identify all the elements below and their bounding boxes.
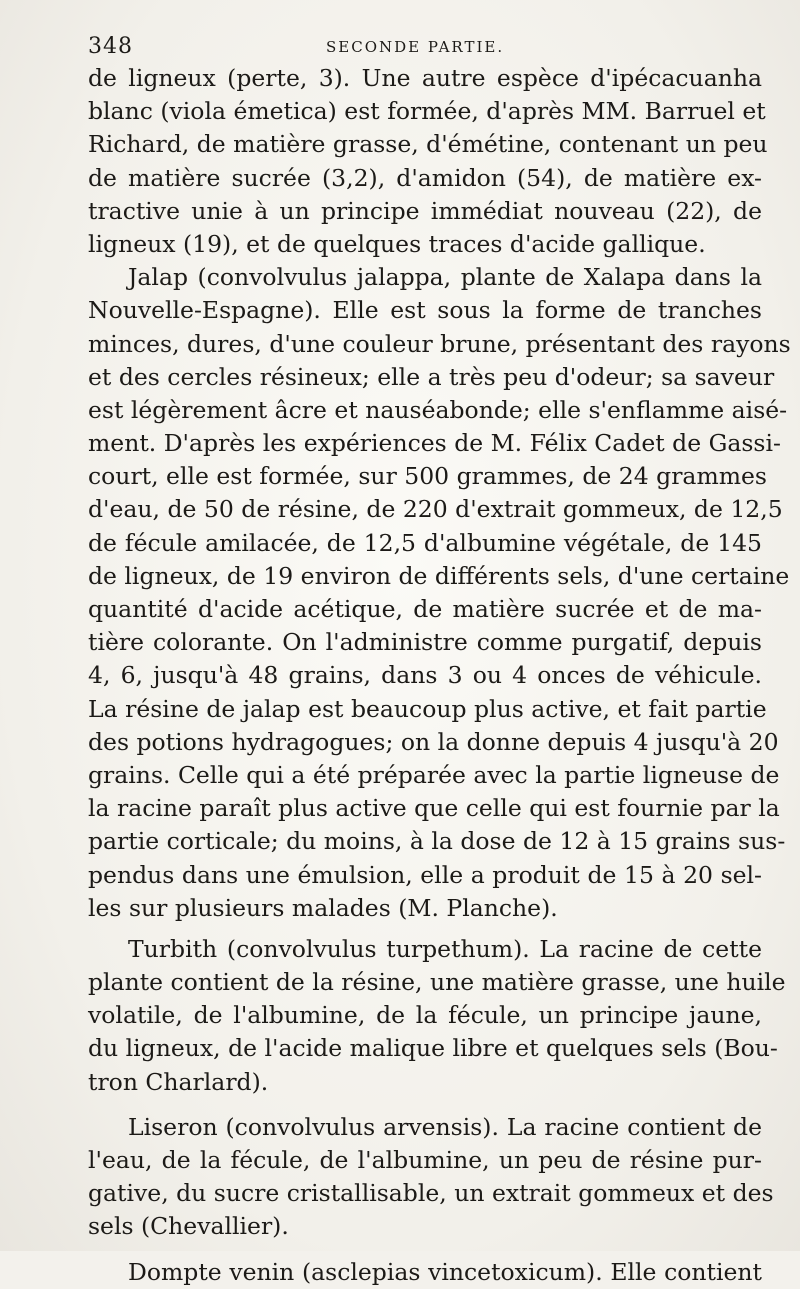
text-line: tière colorante. On l'administre comme purgatif, depuis [88,628,762,657]
text-line: de ligneux, de 19 environ de différents sels, d'une certaine [88,561,790,590]
text-line: blanc (viola émetica) est formée, d'après MM. Barruel et [88,97,766,126]
text-line: est légèrement âcre et nauséabonde; elle s'enflamme aisé- [88,395,788,424]
page-header [88,34,760,60]
text-line: Nouvelle-Espagne). Elle est sous la forme de tranches [88,296,762,325]
paragraph-dompte-venin-first-line: Dompte venin (asclepias vincetoxicum). Elle contient [128,1257,762,1286]
text-line: ment. D'après les expériences de M. Félix Cadet de Gassi- [88,429,781,458]
paragraph-gap [88,925,762,933]
text-line: plante contient de la résine, une matière grasse, une huile [88,968,786,997]
paragraph-turbith-first-line: Turbith (convolvulus turpethum). La racine de cette [128,934,762,963]
text-line: gative, du sucre cristallisable, un extrait gommeux et des [88,1179,774,1208]
body-text [88,62,791,1289]
text-line: tractive unie à un principe immédiat nouveau (22), de [88,196,762,225]
text-line: quantité d'acide acétique, de matière sucrée et de ma- [88,595,762,623]
text-line: tron Charlard). [88,1067,269,1096]
page-number: 348 [88,34,133,59]
text-line: volatile, de l'albumine, de la fécule, un principe jaune, [88,1001,762,1030]
text-line: ligneux (19), et de quelques traces d'acide gallique. [88,229,706,258]
paragraph-liseron-first-line: Liseron (convolvulus arvensis). La racine contient de [128,1112,762,1141]
text-line: grains. Celle qui a été préparée avec la partie ligneuse de [88,760,780,789]
text-line: du ligneux, de l'acide malique libre et quelques sels (Bou- [88,1034,778,1063]
text-line: de ligneux (perte, 3). Une autre espèce d'ipécacuanha [88,64,762,92]
text-line: de fécule amilacée, de 12,5 d'albumine végétale, de 145 [88,528,762,557]
paragraph-jalap-first-line: Jalap (convolvulus jalappa, plante de Xalapa dans la [128,263,762,292]
text-line: les sur plusieurs malades (M. Planche). [88,893,558,922]
text-line: et des cercles résineux; elle a très peu d'odeur; sa saveur [88,362,775,391]
text-line: la racine paraît plus active que celle qui est fournie par la [88,794,780,823]
text-line: partie corticale; du moins, à la dose de 12 à 15 grains sus- [88,827,786,856]
text-line: minces, dures, d'une couleur brune, présentant des rayons [88,329,791,358]
text-line: sels (Chevallier). [88,1212,289,1241]
paragraph-gap [88,1099,762,1111]
text-line: de matière sucrée (3,2), d'amidon (54), de matière ex- [88,163,762,192]
text-line: Richard, de matière grasse, d'émétine, contenant un peu [88,130,768,159]
running-head: SECONDE PARTIE. [326,38,505,56]
text-line: des potions hydragogues; on la donne depuis 4 jusqu'à 20 [88,727,779,756]
text-line: d'eau, de 50 de résine, de 220 d'extrait gommeux, de 12,5 [88,495,783,524]
text-line: court, elle est formée, sur 500 grammes, de 24 grammes [88,462,767,491]
text-line: pendus dans une émulsion, elle a produit de 15 à 20 sel- [88,860,762,889]
text-line: l'eau, de la fécule, de l'albumine, un peu de résine pur- [88,1146,762,1174]
paragraph-gap [88,1244,762,1256]
text-line: 4, 6, jusqu'à 48 grains, dans 3 ou 4 onces de véhicule. [88,661,762,690]
text-line: La résine de jalap est beaucoup plus active, et fait partie [88,694,767,723]
